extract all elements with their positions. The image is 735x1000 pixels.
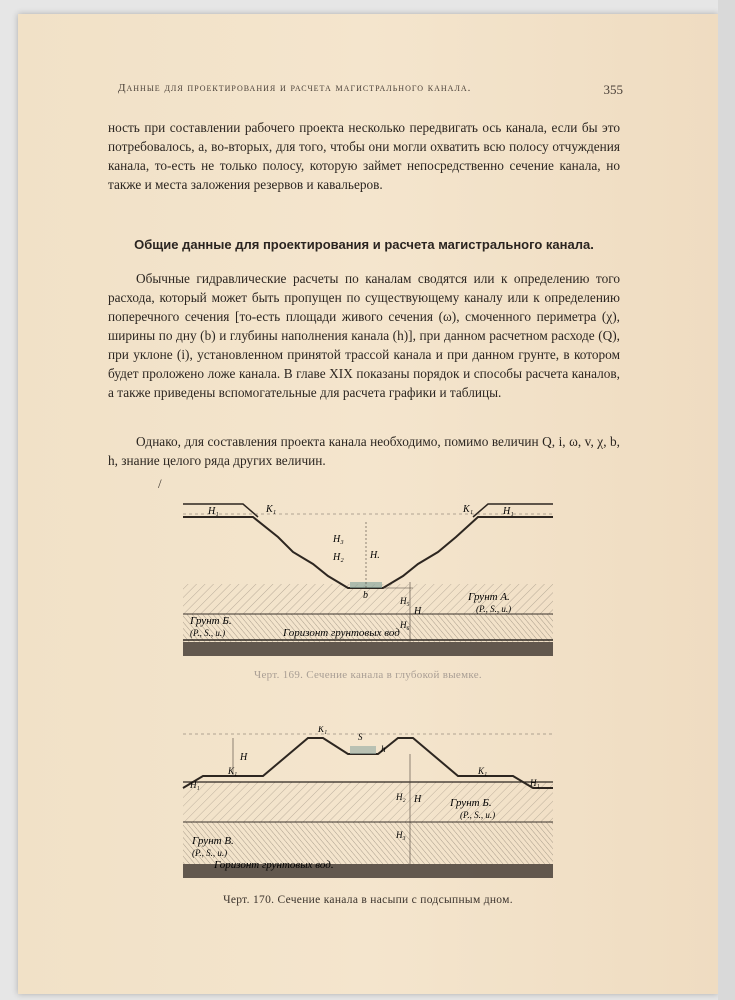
label-h-top: h — [381, 744, 386, 754]
label-h: H — [414, 794, 422, 805]
stray-pencil-mark: / — [158, 476, 162, 491]
label-ground-b-params: (P., S., u.) — [460, 810, 496, 820]
groundwater-band — [183, 642, 553, 656]
label-h: H. — [370, 550, 380, 561]
label-h1-left: H₁ — [190, 780, 200, 790]
running-title: Данные для проектирования и расчета магистрального канала. — [118, 82, 472, 94]
figure-170-caption: Черт. 170. Сечение канала в насыпи с подсыпным дном. — [223, 894, 513, 906]
label-h1-right: H₁ — [530, 778, 540, 788]
running-head — [118, 82, 623, 98]
paragraph-other-quantities: Однако, для составления проекта канала необходимо, помимо величин Q, i, ω, v, χ, b, h, знание целого ряда других величин. — [108, 434, 620, 468]
label-h3: H₃ — [333, 534, 344, 545]
label-k1-left: K₁ — [266, 504, 277, 515]
label-groundwater: Горизонт грунтовых вод. — [214, 859, 334, 871]
cut-profile — [183, 517, 553, 588]
label-ground-v: Грунт В. — [192, 835, 234, 847]
label-h2: H₂ — [333, 552, 344, 563]
label-ground-a: Грунт А. — [468, 591, 510, 603]
label-h-left: H — [240, 752, 248, 763]
label-h5: H₅ — [400, 596, 410, 606]
label-h2: H₂ — [396, 792, 406, 802]
paragraph-hydraulic-calculations: Обычные гидравлические расчеты по каналам сводятся или к определению того расхода, который может быть пропущен по существующему каналу или к определению поперечного сечения [то-есть площади живого сечения (ω), смоченного периметра (χ), ширины по дну (b) и глубины наполнения канала (h)], при данном расчетном расходе (Q), при уклоне (i), установленном принятой трассой канала и при данном грунте, в котором будет проложено ложе канала. В главе XIX показаны порядок и способы расчета каналов, а также приведены вспомогательные для расчета графики и таблицы. — [108, 271, 620, 400]
label-h6: H₆ — [400, 620, 410, 630]
label-ground-v-params: (P., S., u.) — [192, 848, 228, 858]
label-b: b — [363, 590, 368, 601]
ground-layer-b — [183, 782, 553, 822]
label-ground-a-params: (P., S., u.) — [476, 604, 512, 614]
label-k1-left: K₁ — [228, 766, 238, 776]
canal-water — [350, 746, 376, 754]
label-h1-left: H₁ — [208, 506, 219, 517]
label-k1-top: K₁ — [318, 726, 328, 734]
label-h-total: H — [414, 606, 422, 617]
page-number: 355 — [603, 82, 623, 97]
label-k1-right: K₁ — [463, 504, 474, 515]
ground-layer-v — [183, 822, 553, 864]
figure-170-embankment — [178, 726, 558, 888]
embankment-profile — [183, 738, 553, 788]
label-groundwater: Горизонт грунтовых вод — [283, 627, 400, 639]
label-ground-b: Грунт Б. — [450, 797, 492, 809]
book-page — [18, 14, 718, 994]
paragraph-continuation: ность при составлении рабочего проекта несколько передвигать ось канала, если бы это потребовалось, а, во-вторых, для того, чтобы они могли охватить всю полосу отчуждения канала, то-есть не только полосу, которую займет непосредственно сечение канала, но также и места заложения резервов и кавальеров. — [108, 120, 620, 192]
label-h1-right: H₁ — [503, 506, 514, 517]
label-h3: H₃ — [396, 830, 406, 840]
scan-edge — [718, 0, 735, 1000]
section-heading: Общие данные для проектирования и расчета магистрального канала. — [134, 237, 594, 252]
label-k1-right: K₁ — [478, 766, 488, 776]
figure-169-caption: Черт. 169. Сечение канала в глубокой выемке. — [254, 669, 482, 681]
figure-169-deep-cut — [178, 492, 558, 662]
label-ground-b-params: (P., S., u.) — [190, 628, 226, 638]
label-s: S — [358, 732, 363, 742]
label-ground-b: Грунт Б. — [190, 615, 232, 627]
